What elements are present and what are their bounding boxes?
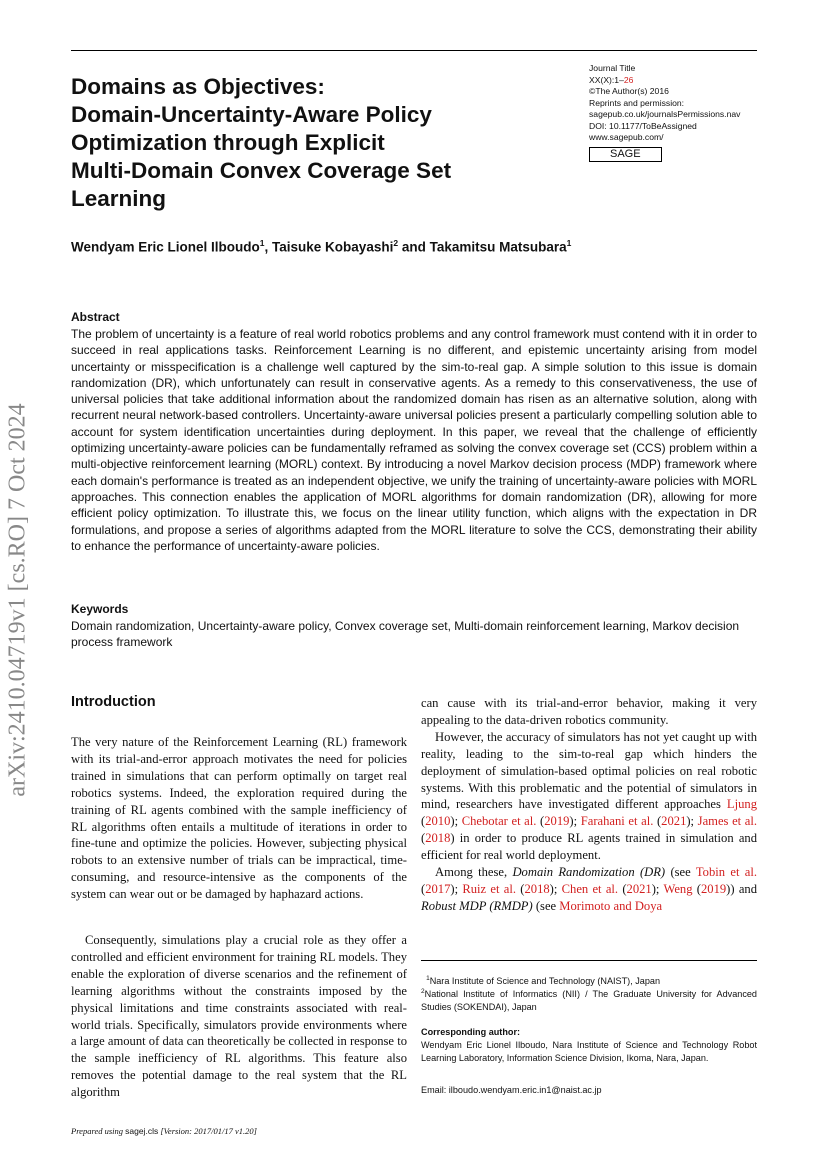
citation-link[interactable]: Ljung [726, 797, 757, 812]
citation-year-link[interactable]: 2018 [425, 831, 451, 846]
citation-link[interactable]: Weng [663, 881, 693, 896]
author-sep-1: , [264, 239, 273, 255]
reprints-url[interactable]: sagepub.co.uk/journalsPermissions.nav [589, 109, 741, 119]
reprints: Reprints and permission: [589, 97, 685, 108]
header-rule [71, 50, 757, 51]
author-sep-2: and [398, 239, 430, 255]
footer-prefix: Prepared using [71, 1126, 126, 1136]
citation-year-link[interactable]: 2010 [425, 814, 451, 829]
term-rmdp: Robust MDP (RMDP) [421, 898, 533, 913]
intro-column-1-paragraph-2 [71, 932, 407, 1101]
footer-cls: sagej.cls [125, 1126, 159, 1136]
intro-column-1-paragraph-1 [71, 734, 407, 903]
citation-year-link[interactable]: 2017 [425, 881, 451, 896]
paragraph: can cause with its trial-and-error behavior, making it very appealing to the data-driven robotics community. [421, 696, 757, 727]
abstract-heading: Abstract [71, 310, 120, 324]
footnote-2-mark: 2 [421, 988, 425, 995]
paragraph: The very nature of the Reinforcement Learning (RL) framework with its trial-and-error approach motivates the need for policies trained in simulations that can perform optimally on target real robotics systems. Indeed, the exploration required during the training of RL agents combined with the sample inefficiency of RL algorithms often entails a multitude of iterations in order to fine-tune and optimize the policies. However, subjecting physical robots to an extensive number of trials can be impractical, time-consuming, and resource-intensive as the components of the system can wear out or be damaged by haphazard actions. [71, 735, 407, 902]
copyright: ©The Author(s) 2016 [589, 86, 669, 96]
citation-year-link[interactable]: 2019 [544, 814, 570, 829]
title-line-1: Domains as Objectives: [71, 74, 325, 99]
journal-info [589, 63, 789, 162]
volume-prefix: XX(X):1– [589, 74, 624, 85]
author-1-affil: 1 [259, 238, 265, 248]
title-line-5: Learning [71, 186, 167, 211]
corresponding-author-text: Wendyam Eric Lionel Ilboudo, Nara Institute of Science and Technology Robot Learning Laboratory, Information Science Division, Ikoma, Nara, Japan. [421, 1040, 757, 1063]
title-line-3: Optimization through Explicit [71, 130, 385, 155]
intro-column-2 [421, 695, 757, 915]
citation-link[interactable]: Chebotar et al. [461, 814, 537, 829]
text: (see [665, 865, 696, 880]
citation-link[interactable]: Farahani et al. [580, 814, 654, 829]
citation-link[interactable]: James et al. [697, 814, 758, 829]
paper-title [71, 73, 511, 213]
term-dr: Domain Randomization (DR) [512, 865, 666, 880]
text: Among these, [435, 865, 513, 880]
author-1: Wendyam Eric Lionel Ilboudo [71, 239, 260, 255]
citation-link[interactable]: Chen et al. [561, 881, 619, 896]
author-2-affil: 2 [393, 238, 399, 248]
journal-volume [589, 75, 789, 87]
citation-link[interactable]: Tobin et al. [695, 865, 758, 880]
citation-link[interactable]: Ruiz et al. [462, 881, 516, 896]
paragraph: Consequently, simulations play a crucial role as they offer a controlled and efficient environment for training RL models. They enable the exploration of diverse scenarios and the refinement of learning algorithms without the constraints imposed by the physical limitations and time constraints associated with real-world trials. Specifically, simulators provide environments where a large amount of data can theoretically be collected in response to the sample inefficiency of RL algorithms. This feature also removes the potential damage to the real system that the RL algorithm [71, 933, 407, 1100]
footnote-rule [421, 960, 757, 961]
title-line-4: Multi-Domain Convex Coverage Set [71, 158, 452, 183]
citation-link[interactable]: Morimoto and Doya [559, 898, 663, 913]
citation-year-link[interactable]: 2019 [700, 881, 727, 896]
abstract-text: The problem of uncertainty is a feature of real world robotics problems and any control framework must contend with it in order to succeed in real applications tasks. Reinforcement Learning is no different, and epistemic uncertainty arising from model uncertainty or misspecification is a challenge well captured by the sim-to-real gap. A simple solution to this issue is domain randomization (DR), which unfortunately can result in conservative agents. As a remedy to this conservativeness, the use of universal policies that take additional information about the randomized domain has risen as an alternative solution, along with recurrent neural network-based controllers. Uncertainty-aware universal policies present a particularly compelling solution able to account for system identification uncertainties during deployment. In this paper, we reveal that the challenge of efficiently optimizing uncertainty-aware policies can be fundamentally reframed as solving the convex coverage set (CCS) problem within a multi-objective reinforcement learning (MORL) context. By introducing a novel Markov decision process (MDP) framework where each domain's performance is treated as an independent objective, we unify the training of uncertainty-aware policies with MORL approaches. This connection enables the application of MORL algorithms for domain randomization (DR), allowing for more efficient policy optimization. To illustrate this, we focus on the linear utility function, which aligns with the expectation in DR formulations, and propose a series of algorithms adapted from the MORL literature to solve the CCS, demonstrating their ability to enhance the performance of uncertainty-aware policies. [71, 327, 757, 553]
text: ) and [730, 881, 758, 896]
arxiv-identifier: arXiv:2410.04719v1 [cs.RO] 7 Oct 2024 [4, 403, 31, 797]
citation-year-link[interactable]: 2021 [626, 881, 652, 896]
keywords-heading: Keywords [71, 602, 129, 616]
text: in order to produce RL agents trained in simulation and efficient for real world deployment. [421, 831, 757, 863]
citation-year-link[interactable]: 2018 [524, 881, 550, 896]
paragraph: Among these, Domain Randomization (DR) (see Tobin et al. (2017); Ruiz et al. (2018); Chen et al. (2021); Weng (2019)) and Robust MDP (RMDP) (see Morimoto and Doya [421, 865, 758, 913]
footnote-1-text: Nara Institute of Science and Technology (NAIST), Japan [429, 976, 661, 987]
sage-site[interactable]: www.sagepub.com/ [589, 132, 664, 142]
corresponding-author-email[interactable]: Email: ilboudo.wendyam.eric.in1@naist.ac.jp [421, 1085, 602, 1095]
footnote-2-text: National Institute of Informatics (NII) / The Graduate University for Advanced Studies (SOKENDAI), Japan [421, 989, 757, 1012]
author-2: Taisuke Kobayashi [272, 239, 394, 255]
doi: DOI: 10.1177/ToBeAssigned [589, 120, 697, 131]
volume-pages-link[interactable]: 26 [623, 74, 634, 85]
author-3-affil: 1 [566, 238, 572, 248]
text: (see [532, 898, 560, 913]
title-line-2: Domain-Uncertainty-Aware Policy [71, 102, 432, 127]
corresponding-author-heading: Corresponding author: [421, 1027, 521, 1037]
text: However, the accuracy of simulators has not yet caught up with reality, leading to the sim-to-real gap which hinders the deployment of simulation-based optimal policies on real robotic systems. With this problematic and the potential of simulators in mind, researchers have investigated different approaches [421, 729, 757, 812]
page-footer [71, 1126, 257, 1136]
author-3: Takamitsu Matsubara [429, 239, 567, 255]
paragraph: However, the accuracy of simulators has not yet caught up with reality, leading to the sim-to-real gap which hinders the deployment of simulation-based optimal policies on real robotic systems. With this problematic and the potential of simulators in mind, researchers have investigated different approaches Ljung (2010); Chebotar et al. (2019); Farahani et al. (2021); James et al. (2018) in order to produce RL agents trained in simulation and efficient for real world deployment. [421, 729, 758, 863]
footer-version: [Version: 2017/01/17 v1.20] [158, 1126, 257, 1136]
author-list [71, 238, 571, 255]
sage-badge: SAGE [589, 147, 662, 162]
footnote-1-mark: 1 [426, 975, 430, 982]
keywords-text: Domain randomization, Uncertainty-aware policy, Convex coverage set, Multi-domain reinforcement learning, Markov decision process framework [71, 619, 740, 650]
journal-name: Journal Title [589, 63, 636, 73]
citation-year-link[interactable]: 2021 [661, 814, 687, 829]
introduction-heading: Introduction [71, 694, 156, 710]
footnote-2 [421, 986, 757, 1013]
